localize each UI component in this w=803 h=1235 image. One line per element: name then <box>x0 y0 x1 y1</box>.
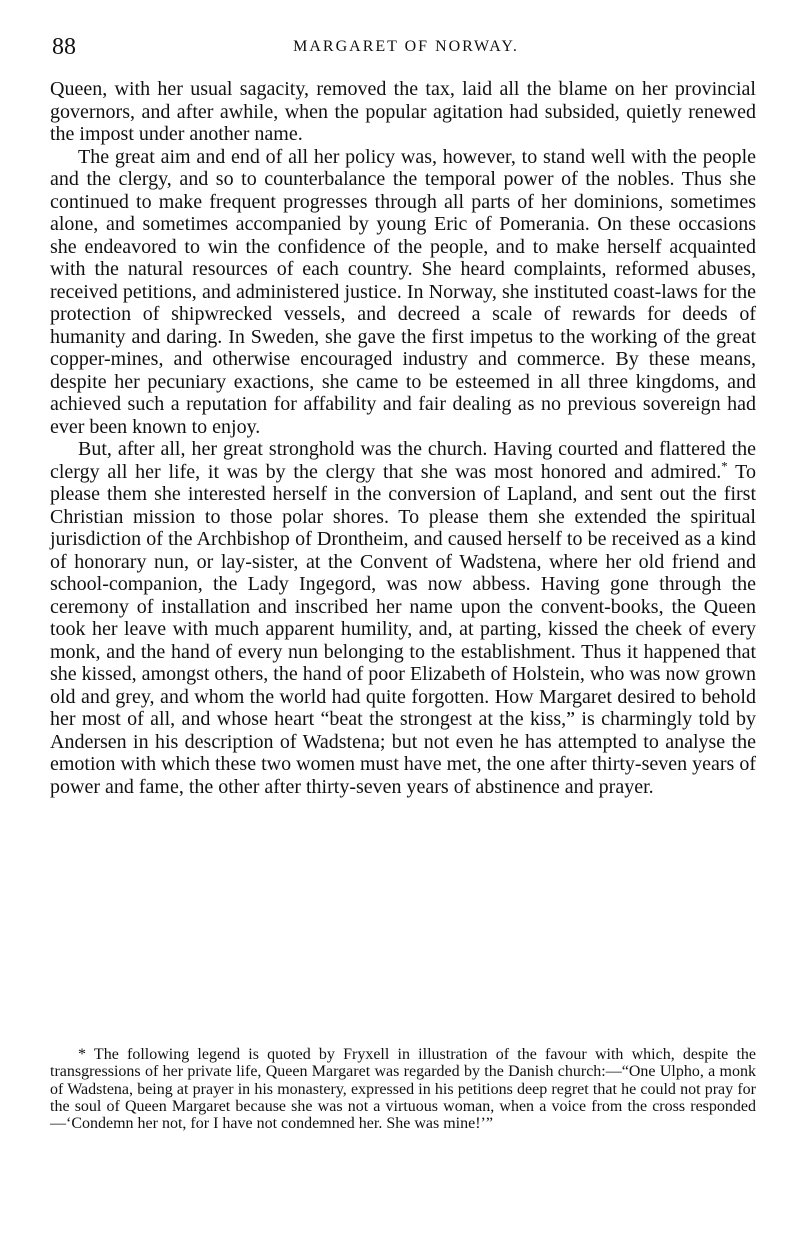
paragraph-continuation: Queen, with her usual sagacity, removed the tax, laid all the blame on her provincial governors, and after awhile, when the popular agitation had subsided, quietly renewed the impost under another name. <box>50 78 756 145</box>
page-number: 88 <box>52 34 76 60</box>
footnote-text-block <box>50 1046 756 1132</box>
footnote-marker: * <box>78 1046 86 1063</box>
paragraph-church-text-after: To please them she interested herself in the conversion of Lapland, and sent out the first Christian mission to those polar shores. To please them she extended the spiritual jurisdiction of the Archbishop of Drontheim, and caused herself to be received as a kind of honorary nun, or lay-sister, at the Convent of Wadstena, where her old friend and school-companion, the Lady Ingegord, was now abbess. Having gone through the ceremony of installation and inscribed her name upon the convent-books, the Queen took her leave with much apparent humility, and, at parting, kissed the cheek of every monk, and the hand of every nun belonging to the establishment. Thus it happened that she kissed, amongst others, the hand of poor Elizabeth of Holstein, who was now grown old and grey, and whom the world had quite forgotten. How Margaret desired to behold her most of all, and whose heart “beat the strongest at the kiss,” is charmingly told by Andersen in his description of Wadstena; but not even he has attempted to analyse the emotion with which these two women must have met, the one after thirty-seven years of power and fame, the other after thirty-seven years of abstinence and prayer. <box>50 460 756 798</box>
running-head <box>52 32 760 62</box>
paragraph-church-text-before: But, after all, her great stronghold was the church. Having courted and flattered the clergy all her life, it was by the clergy that she was most honored and admired. <box>50 438 756 483</box>
body-text <box>50 78 756 798</box>
footnote-reference: * <box>721 457 728 473</box>
running-title: MARGARET OF NORWAY. <box>293 38 519 55</box>
footnote <box>50 1046 756 1132</box>
paragraph-church <box>50 438 756 798</box>
footnote-text: The following legend is quoted by Fryxell in illustration of the favour with which, despite the transgressions of her private life, Queen Margaret was regarded by the Danish church:—“One Ulpho, a monk of Wadstena, being at prayer in his monastery, expressed in his petitions deep regret that he could not pray for the soul of Queen Margaret because she was not a virtuous woman, when a voice from the cross responded—‘Condemn her not, for I have not condemned her. She was mine!’” <box>50 1046 756 1133</box>
paragraph-policy: The great aim and end of all her policy was, however, to stand well with the people and the clergy, and so to counterbalance the temporal power of the nobles. Thus she continued to make frequent progresses through all parts of her dominions, sometimes alone, and sometimes accompanied by young Eric of Pomerania. On these occasions she endeavored to win the confidence of the people, and to make herself acquainted with the natural resources of each country. She heard complaints, reformed abuses, received petitions, and administered justice. In Norway, she instituted coast-laws for the protection of shipwrecked vessels, and decreed a scale of rewards for deeds of humanity and daring. In Sweden, she gave the first impetus to the working of the great copper-mines, and otherwise encouraged industry and commerce. By these means, despite her pecuniary exactions, she came to be esteemed in all three kingdoms, and achieved such a reputation for affability and fair dealing as no previous sovereign had ever been known to enjoy. <box>50 145 756 438</box>
